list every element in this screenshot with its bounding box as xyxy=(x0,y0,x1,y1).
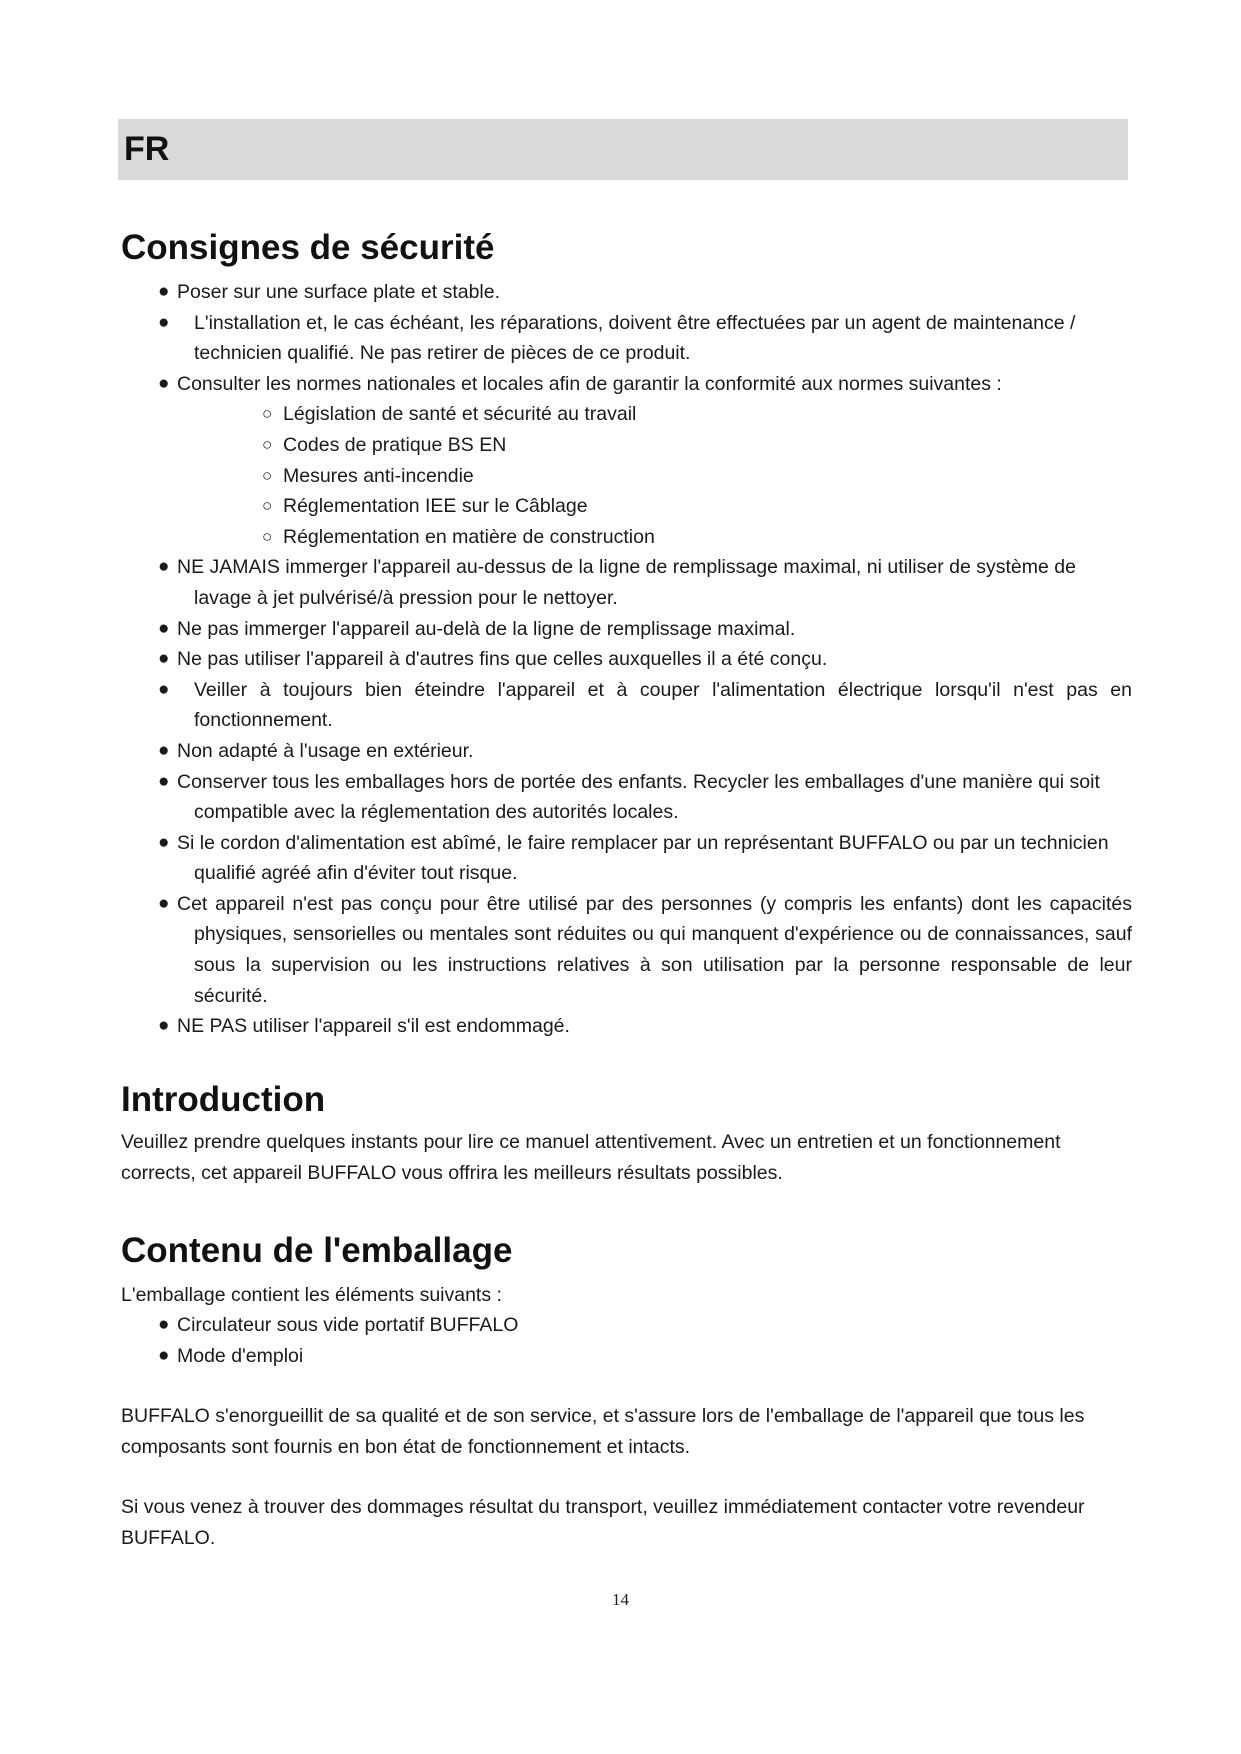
sub-list-item: ○ Mesures anti-incendie xyxy=(194,461,1132,492)
language-header-bar xyxy=(118,119,1128,180)
sub-list-item: ○ Réglementation en matière de construction xyxy=(194,522,1132,553)
bullet-icon: ● xyxy=(158,739,170,761)
list-item: ● Cet appareil n'est pas conçu pour être utilisé par des personnes (y compris les enfants) dont les capacités physiques, sensorielles ou mentales sont réduites ou qui manquent d'expérience ou de connaissances, sauf sous la supervision ou les instructions relatives à son utilisation par la personne responsable de leur sécurité. xyxy=(152,889,1132,1011)
circle-bullet-icon: ○ xyxy=(262,465,273,485)
introduction-heading: Introduction xyxy=(121,1080,326,1119)
circle-bullet-icon: ○ xyxy=(262,526,273,546)
list-item: ● Mode d'emploi xyxy=(152,1341,1132,1372)
bullet-icon: ● xyxy=(158,281,170,302)
bullet-icon: ● xyxy=(158,892,170,914)
introduction-text: Veuillez prendre quelques instants pour lire ce manuel attentivement. Avec un entretien et un fonctionnement corrects, cet appareil BUFFALO vous offrira les meilleurs résultats possibles. xyxy=(121,1131,1061,1184)
bullet-icon: ● xyxy=(158,617,170,639)
list-item: ● NE JAMAIS immerger l'appareil au-dessus de la ligne de remplissage maximal, ni utiliser de système de lavage à jet pulvérisé/à pression pour le nettoyer. xyxy=(152,552,1132,613)
list-item: ● Ne pas utiliser l'appareil à d'autres fins que celles auxquelles il a été conçu. xyxy=(152,644,1132,675)
bullet-icon: ● xyxy=(158,372,170,394)
circle-bullet-icon: ○ xyxy=(262,434,273,454)
bullet-icon: ● xyxy=(158,1344,170,1366)
list-item: ● Poser sur une surface plate et stable. xyxy=(152,277,1132,308)
circle-bullet-icon: ○ xyxy=(262,496,273,516)
safety-list xyxy=(152,277,1132,1042)
bullet-icon: ● xyxy=(158,311,170,333)
contents-list xyxy=(152,1310,1132,1371)
bullet-icon: ● xyxy=(158,678,170,700)
contents-intro: L'emballage contient les éléments suivants : xyxy=(121,1284,502,1306)
list-item: ● Ne pas immerger l'appareil au-delà de la ligne de remplissage maximal. xyxy=(152,614,1132,645)
contents-heading: Contenu de l'emballage xyxy=(121,1231,513,1270)
bullet-icon: ● xyxy=(158,1314,170,1335)
list-item: ● L'installation et, le cas échéant, les réparations, doivent être effectuées par un agent de maintenance / technicien qualifié. Ne pas retirer de pièces de ce produit. xyxy=(152,308,1132,369)
sub-list-item: ○ Législation de santé et sécurité au travail xyxy=(194,399,1132,430)
bullet-icon: ● xyxy=(158,556,170,578)
list-item: ● Si le cordon d'alimentation est abîmé, le faire remplacer par un représentant BUFFALO ou par un technicien qualifié agréé afin d'éviter tout risque. xyxy=(152,828,1132,889)
list-item: ● Non adapté à l'usage en extérieur. xyxy=(152,736,1132,767)
list-item: ● Circulateur sous vide portatif BUFFALO xyxy=(152,1310,1132,1341)
bullet-icon: ● xyxy=(158,1015,170,1037)
safety-heading: Consignes de sécurité xyxy=(121,228,495,267)
language-code: FR xyxy=(124,130,170,168)
bullet-icon: ● xyxy=(158,648,170,670)
list-item: ● Conserver tous les emballages hors de portée des enfants. Recycler les emballages d'une manière qui soit compatible avec la réglementation des autorités locales. xyxy=(152,767,1132,828)
standards-sublist xyxy=(194,399,1132,552)
bullet-icon: ● xyxy=(158,770,170,792)
bullet-icon: ● xyxy=(158,831,170,853)
quality-paragraph: BUFFALO s'enorgueillit de sa qualité et de son service, et s'assure lors de l'emballage de l'appareil que tous les composants sont fournis en bon état de fonctionnement et intacts. xyxy=(121,1405,1085,1458)
circle-bullet-icon: ○ xyxy=(262,404,273,424)
page-number: 14 xyxy=(612,1590,629,1609)
list-item: ● Veiller à toujours bien éteindre l'appareil et à couper l'alimentation électrique lorsqu'il n'est pas en fonctionnement. xyxy=(152,675,1132,736)
damage-paragraph: Si vous venez à trouver des dommages résultat du transport, veuillez immédiatement contacter votre revendeur BUFFALO. xyxy=(121,1496,1085,1549)
sub-list-item: ○ Réglementation IEE sur le Câblage xyxy=(194,491,1132,522)
list-item: ● NE PAS utiliser l'appareil s'il est endommagé. xyxy=(152,1011,1132,1042)
sub-list-item: ○ Codes de pratique BS EN xyxy=(194,430,1132,461)
list-item: ● Consulter les normes nationales et locales afin de garantir la conformité aux normes suivantes : ○ Législation de santé et sécurité au travail ○ Codes de pratique BS EN ○ Mesures anti-incendie ○ Réglementation IEE sur le Câblage ○ Réglementation en matière de construction xyxy=(152,369,1132,553)
